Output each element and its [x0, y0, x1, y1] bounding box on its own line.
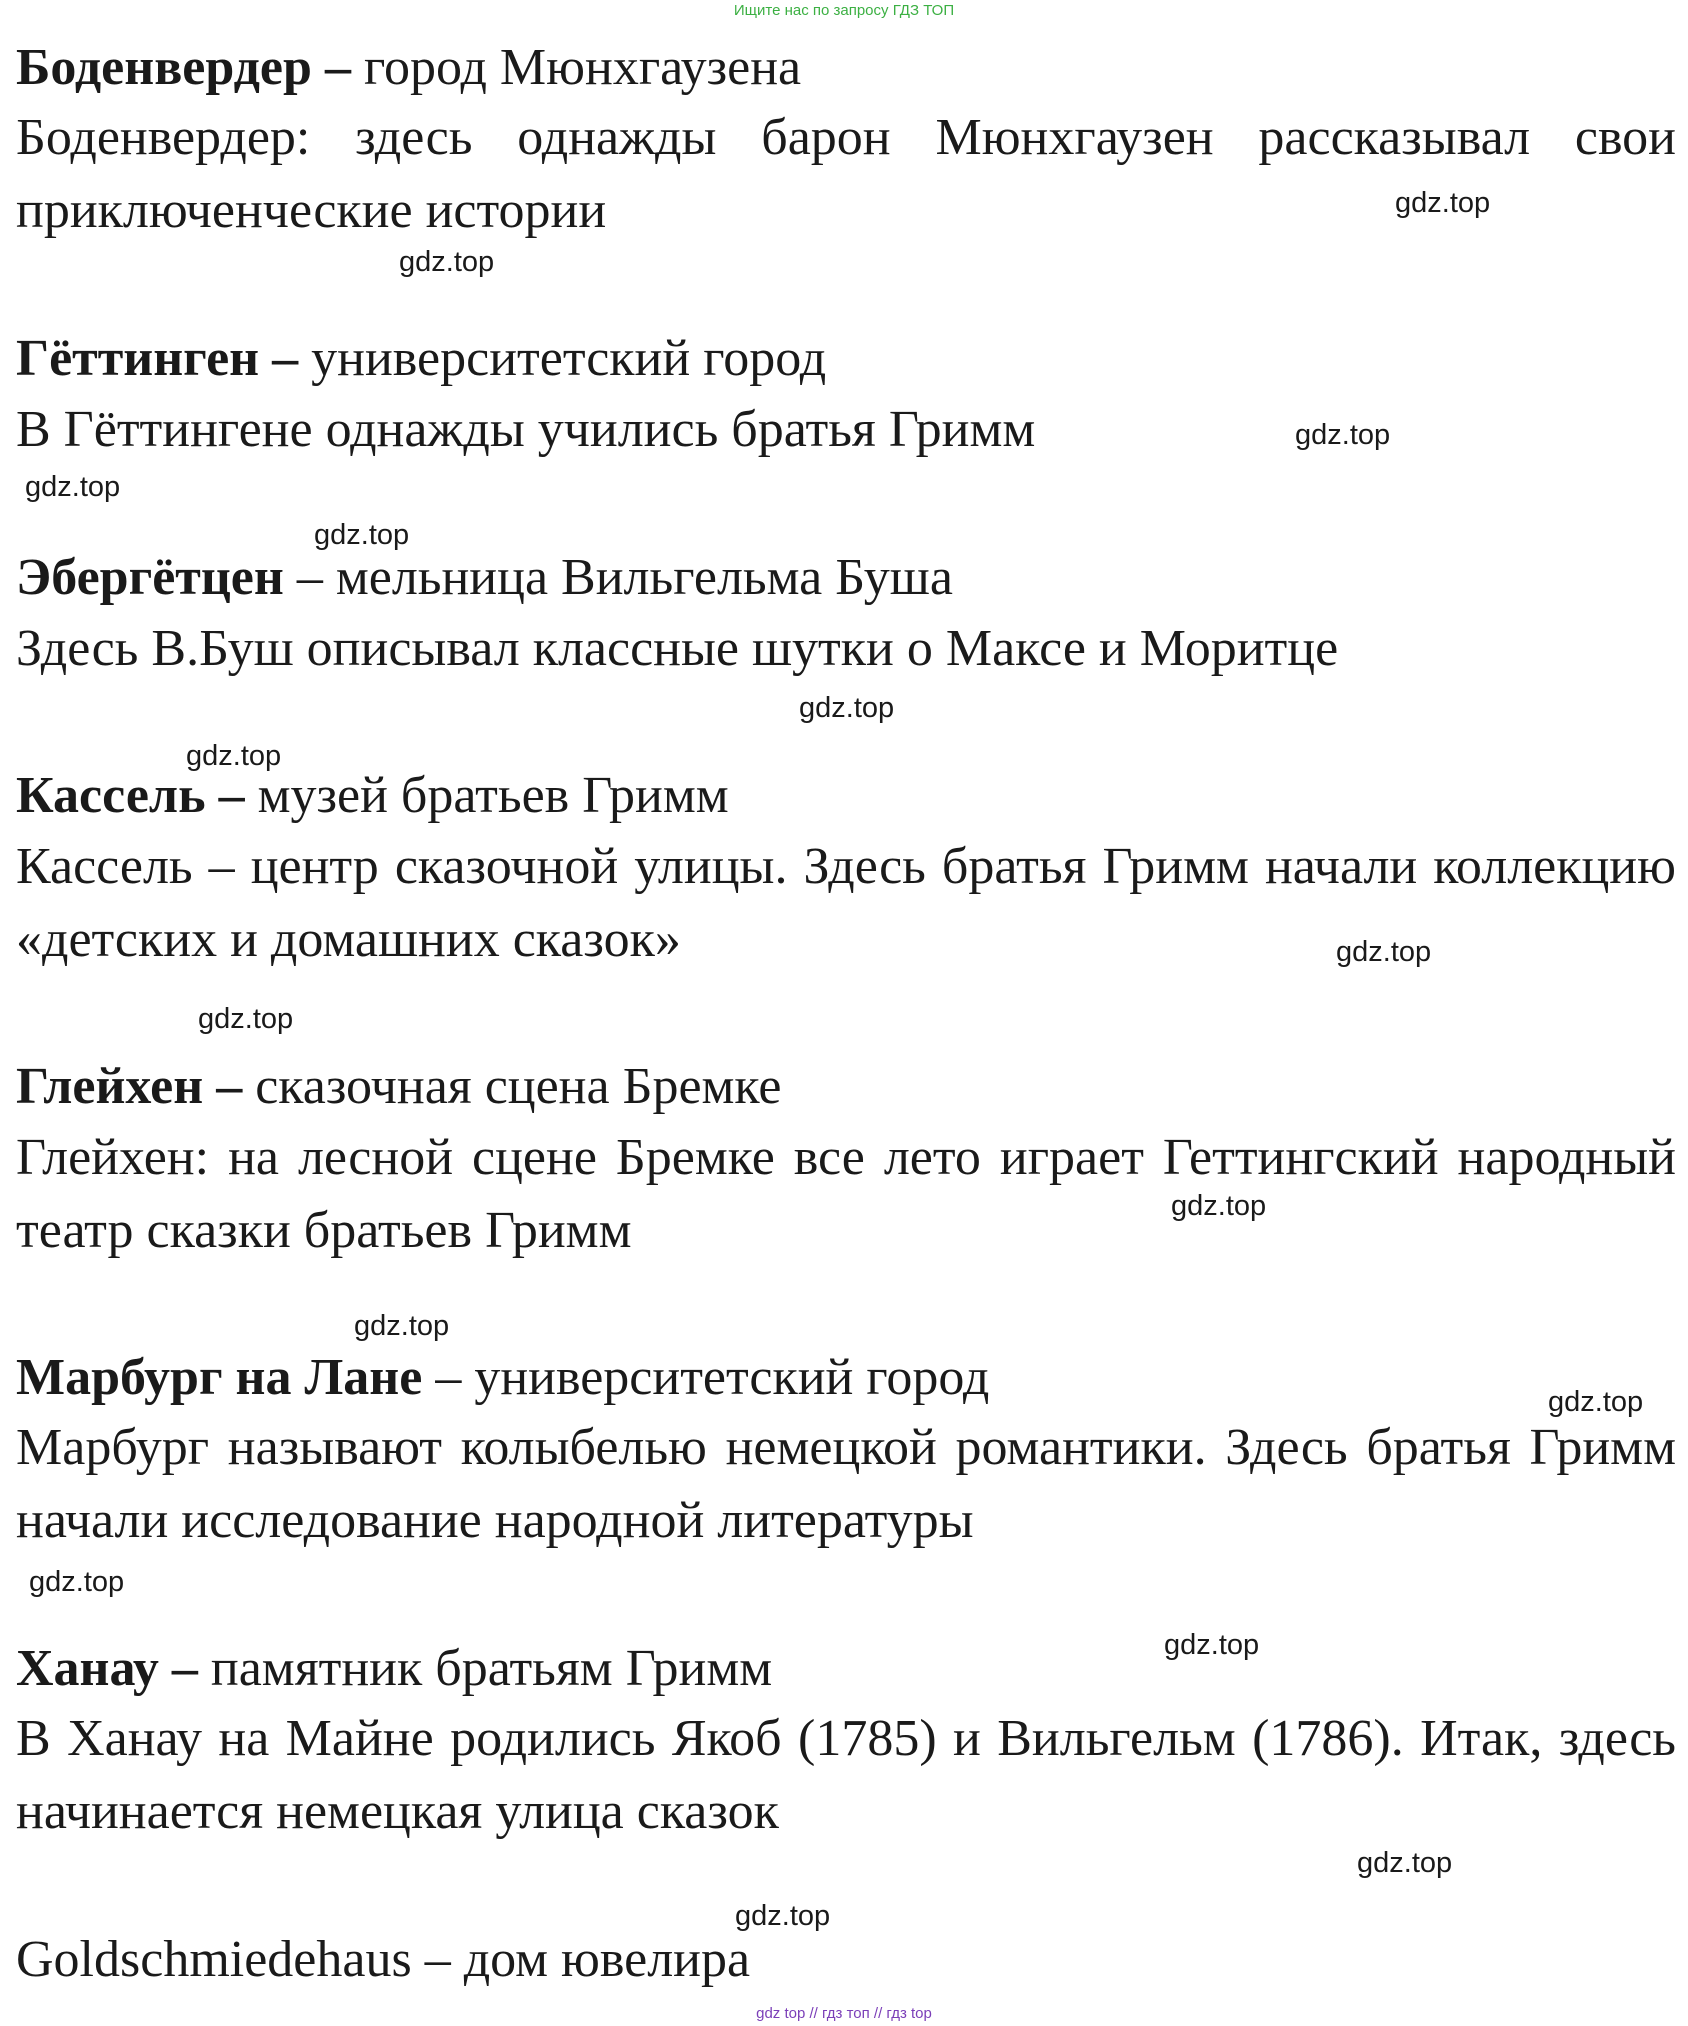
entry-name: Глейхен	[16, 1058, 204, 1115]
entry-dash: –	[216, 1058, 243, 1115]
top-banner: Ищите нас по запросу ГДЗ ТОП	[733, 2, 955, 19]
watermark: gdz.top	[198, 1003, 294, 1035]
watermark: gdz.top	[1395, 187, 1491, 219]
entry-description: университетский город	[311, 330, 827, 387]
entry-text: В Ханау на Майне родились Якоб (1785) и Вильгельм (1786). Итак, здесь начинается немецкая улица сказок	[16, 1710, 1676, 1840]
watermark: gdz.top	[399, 246, 495, 278]
entry-name: Кассель	[16, 767, 206, 824]
watermark: gdz.top	[1548, 1386, 1644, 1418]
footer-watermark: gdz top // гдз топ // гдз top	[756, 2005, 932, 2022]
entry-heading	[16, 38, 801, 98]
entry-heading	[16, 1639, 772, 1699]
entry-name: Боденвердер	[16, 39, 312, 96]
entry-description: сказочная сцена Бремке	[255, 1058, 782, 1115]
entry-description: город Мюнхгаузена	[363, 39, 802, 96]
entry-dash: –	[296, 549, 323, 606]
entry-text: Марбург называют колыбелью немецкой романтики. Здесь братья Гримм начали исследование народной литературы	[16, 1419, 1676, 1549]
entry-heading	[16, 329, 826, 389]
entry-dash: –	[424, 1931, 451, 1988]
entry-dash: –	[435, 1349, 462, 1406]
entry-text: Глейхен: на лесной сцене Бремке все лето играет Геттингский народный театр сказки братьев Гримм	[16, 1129, 1676, 1259]
watermark: gdz.top	[29, 1566, 125, 1598]
entry-description: мельница Вильгельма Буша	[335, 549, 953, 606]
entry-name: Эбергётцен	[16, 549, 284, 606]
entry-heading	[16, 766, 729, 826]
entry-dash: –	[272, 330, 299, 387]
watermark: gdz.top	[799, 692, 895, 724]
watermark: gdz.top	[25, 471, 121, 503]
entry-name: Марбург на Лане	[16, 1349, 423, 1406]
watermark: gdz.top	[1295, 419, 1391, 451]
watermark: gdz.top	[1164, 1629, 1260, 1661]
entry-name: Ханау	[16, 1640, 159, 1697]
entry-heading	[16, 1057, 781, 1117]
entry-description: памятник братьям Гримм	[210, 1640, 773, 1697]
entry-dash: –	[218, 767, 245, 824]
entry-text: Кассель – центр сказочной улицы. Здесь братья Гримм начали коллекцию «детских и домашних сказок»	[16, 838, 1676, 968]
entry-heading	[16, 1930, 750, 1990]
entry-description: университетский город	[474, 1349, 990, 1406]
watermark: gdz.top	[735, 1900, 831, 1932]
entry-description: дом ювелира	[463, 1931, 751, 1988]
entry-description: музей братьев Гримм	[257, 767, 729, 824]
entry-heading	[16, 548, 953, 608]
watermark: gdz.top	[314, 519, 410, 551]
entry-name: Гёттинген	[16, 330, 260, 387]
entry-text: Боденвердер: здесь однажды барон Мюнхгаузен рассказывал свои приключенческие истории	[16, 109, 1676, 239]
watermark: gdz.top	[354, 1310, 450, 1342]
entry-name: Goldschmiedehaus	[16, 1931, 412, 1988]
entry-heading	[16, 1348, 989, 1408]
entry-text: Здесь В.Буш описывал классные шутки о Максе и Моритце	[16, 620, 1339, 677]
entry-dash: –	[324, 39, 351, 96]
watermark: gdz.top	[1336, 936, 1432, 968]
entry-dash: –	[171, 1640, 198, 1697]
watermark: gdz.top	[186, 740, 282, 772]
entry-text: В Гёттингене однажды учились братья Гримм	[16, 401, 1036, 458]
watermark: gdz.top	[1357, 1847, 1453, 1879]
watermark: gdz.top	[1171, 1190, 1267, 1222]
